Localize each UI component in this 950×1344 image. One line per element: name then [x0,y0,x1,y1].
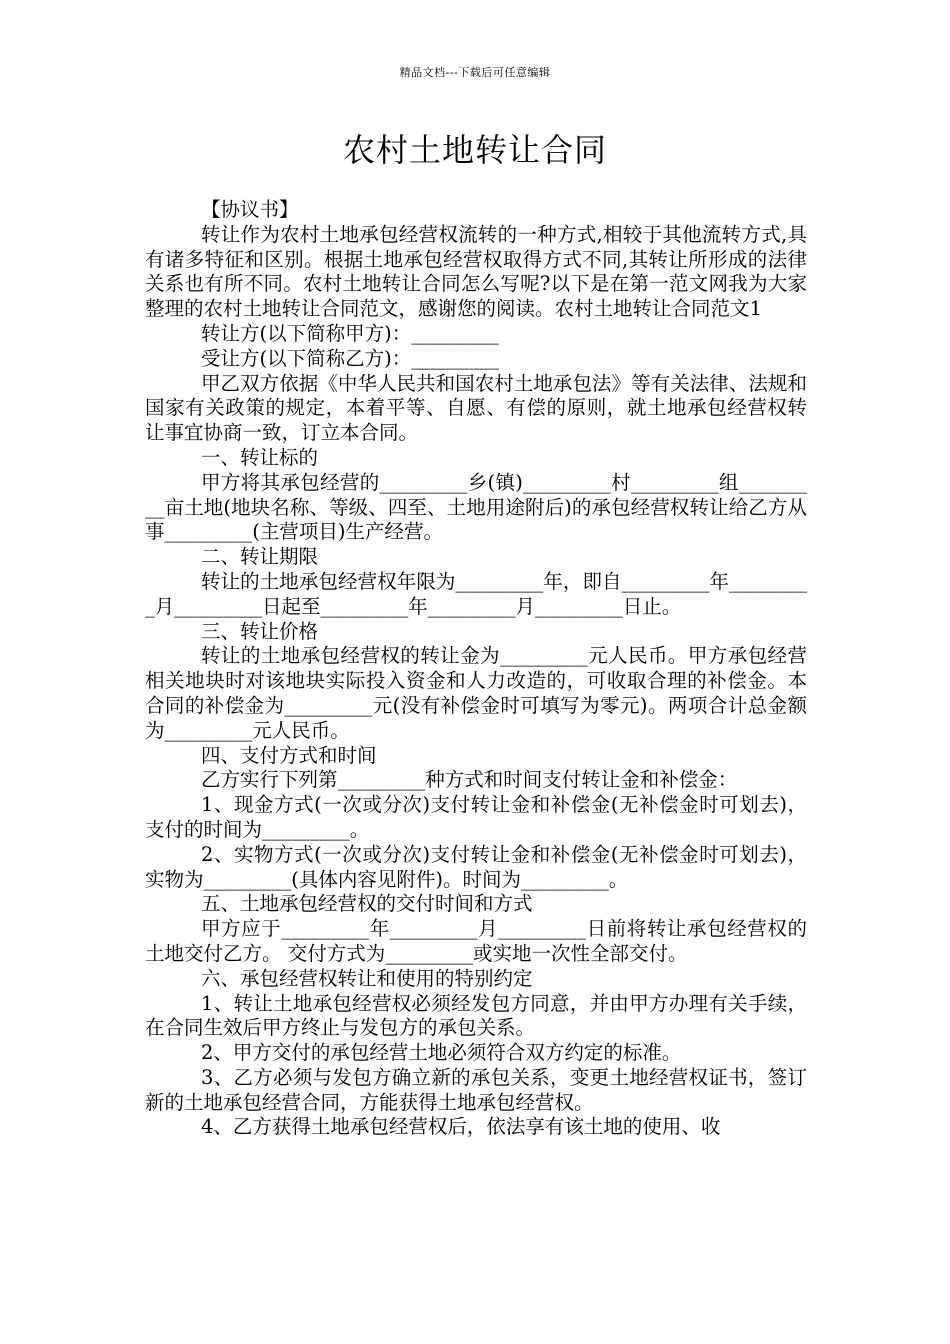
preamble-paragraph: 甲乙双方依据《中华人民共和国农村土地承包法》等有关法律、法规和国家有关政策的规定，本着平等、自愿、有偿的原则，就土地承包经营权转让事宜协商一致，订立本合同。 [145,371,807,445]
clause-item: 2、实物方式(一次或分次)支付转让金和补偿金(无补偿金时可划去)，实物为_________(具体内容见附件)。时间为_________。 [145,842,807,891]
party-b-line: 受让方(以下简称乙方)：_________ [201,346,499,370]
clause-paragraph: 甲方应于_________年_________月_________日前将转让承包经营权的土地交付乙方。 交付方式为_________或实地一次性全部交付。 [145,917,807,965]
clause-item: 1、现金方式(一次或分次)支付转让金和补偿金(无补偿金时可划去)，支付的时间为_________。 [145,793,807,841]
clause-item: 3、乙方必须与发包方确立新的承包关系，变更土地经营权证书，签订新的土地承包经营合同，方能获得土地承包经营权。 [145,1065,807,1114]
section-heading: 二、转让期限 [201,545,319,569]
document-title: 农村土地转让合同 [342,131,607,169]
clause-paragraph: 甲方将其承包经营的_________乡(镇)_________村_________组_________亩土地(地块名称、等级、四至、土地用途附后)的承包经营权转让给乙方从事_________(主营项目)生产经营。 [145,470,807,544]
section-heading: 四、支付方式和时间 [201,743,377,767]
section-heading: 一、转让标的 [201,445,319,469]
clause-item: 1、转让土地承包经营权必须经发包方同意，并由甲方办理有关手续，在合同生效后甲方终止与发包方的承包关系。 [145,991,807,1040]
party-a-line: 转让方(以下简称甲方)：_________ [201,321,499,345]
section-heading: 六、承包经营权转让和使用的特别约定 [201,966,533,990]
clause-paragraph: 乙方实行下列第_________种方式和时间支付转让金和补偿金： [201,768,738,792]
clause-item: 4、乙方获得土地承包经营权后，依法享有该土地的使用、收 [201,1115,721,1139]
section-heading: 五、土地承包经营权的交付时间和方式 [201,892,533,916]
document-body [145,198,807,1140]
clause-paragraph: 转让的土地承包经营权的转让金为_________元人民币。甲方承包经营相关地块时对该地块实际投入资金和人力改造的，可收取合理的补偿金。本合同的补偿金为_________元(没有补偿金时可填写为零元)。两项合计总金额为_________元人民币。 [145,644,807,742]
intro-paragraph: 转让作为农村土地承包经营权流转的一种方式,相较于其他流转方式,具有诸多特征和区别。根据土地承包经营权取得方式不同,其转让所形成的法律关系也有所不同。农村土地转让合同怎么写呢?以下是在第一范文网我为大家整理的农村土地转让合同范文，感谢您的阅读。农村土地转让合同范文1 [145,222,807,321]
section-tag: 【协议书】 [201,198,299,221]
header-note: 精品文档---下载后可任意编辑 [399,66,551,79]
clause-item: 2、甲方交付的承包经营土地必须符合双方约定的标准。 [201,1041,682,1065]
section-heading: 三、转让价格 [201,619,319,643]
clause-paragraph: 转让的土地承包经营权年限为_________年，即自_________年_________月_________日起至_________年_________月_________日止。 [145,569,807,618]
